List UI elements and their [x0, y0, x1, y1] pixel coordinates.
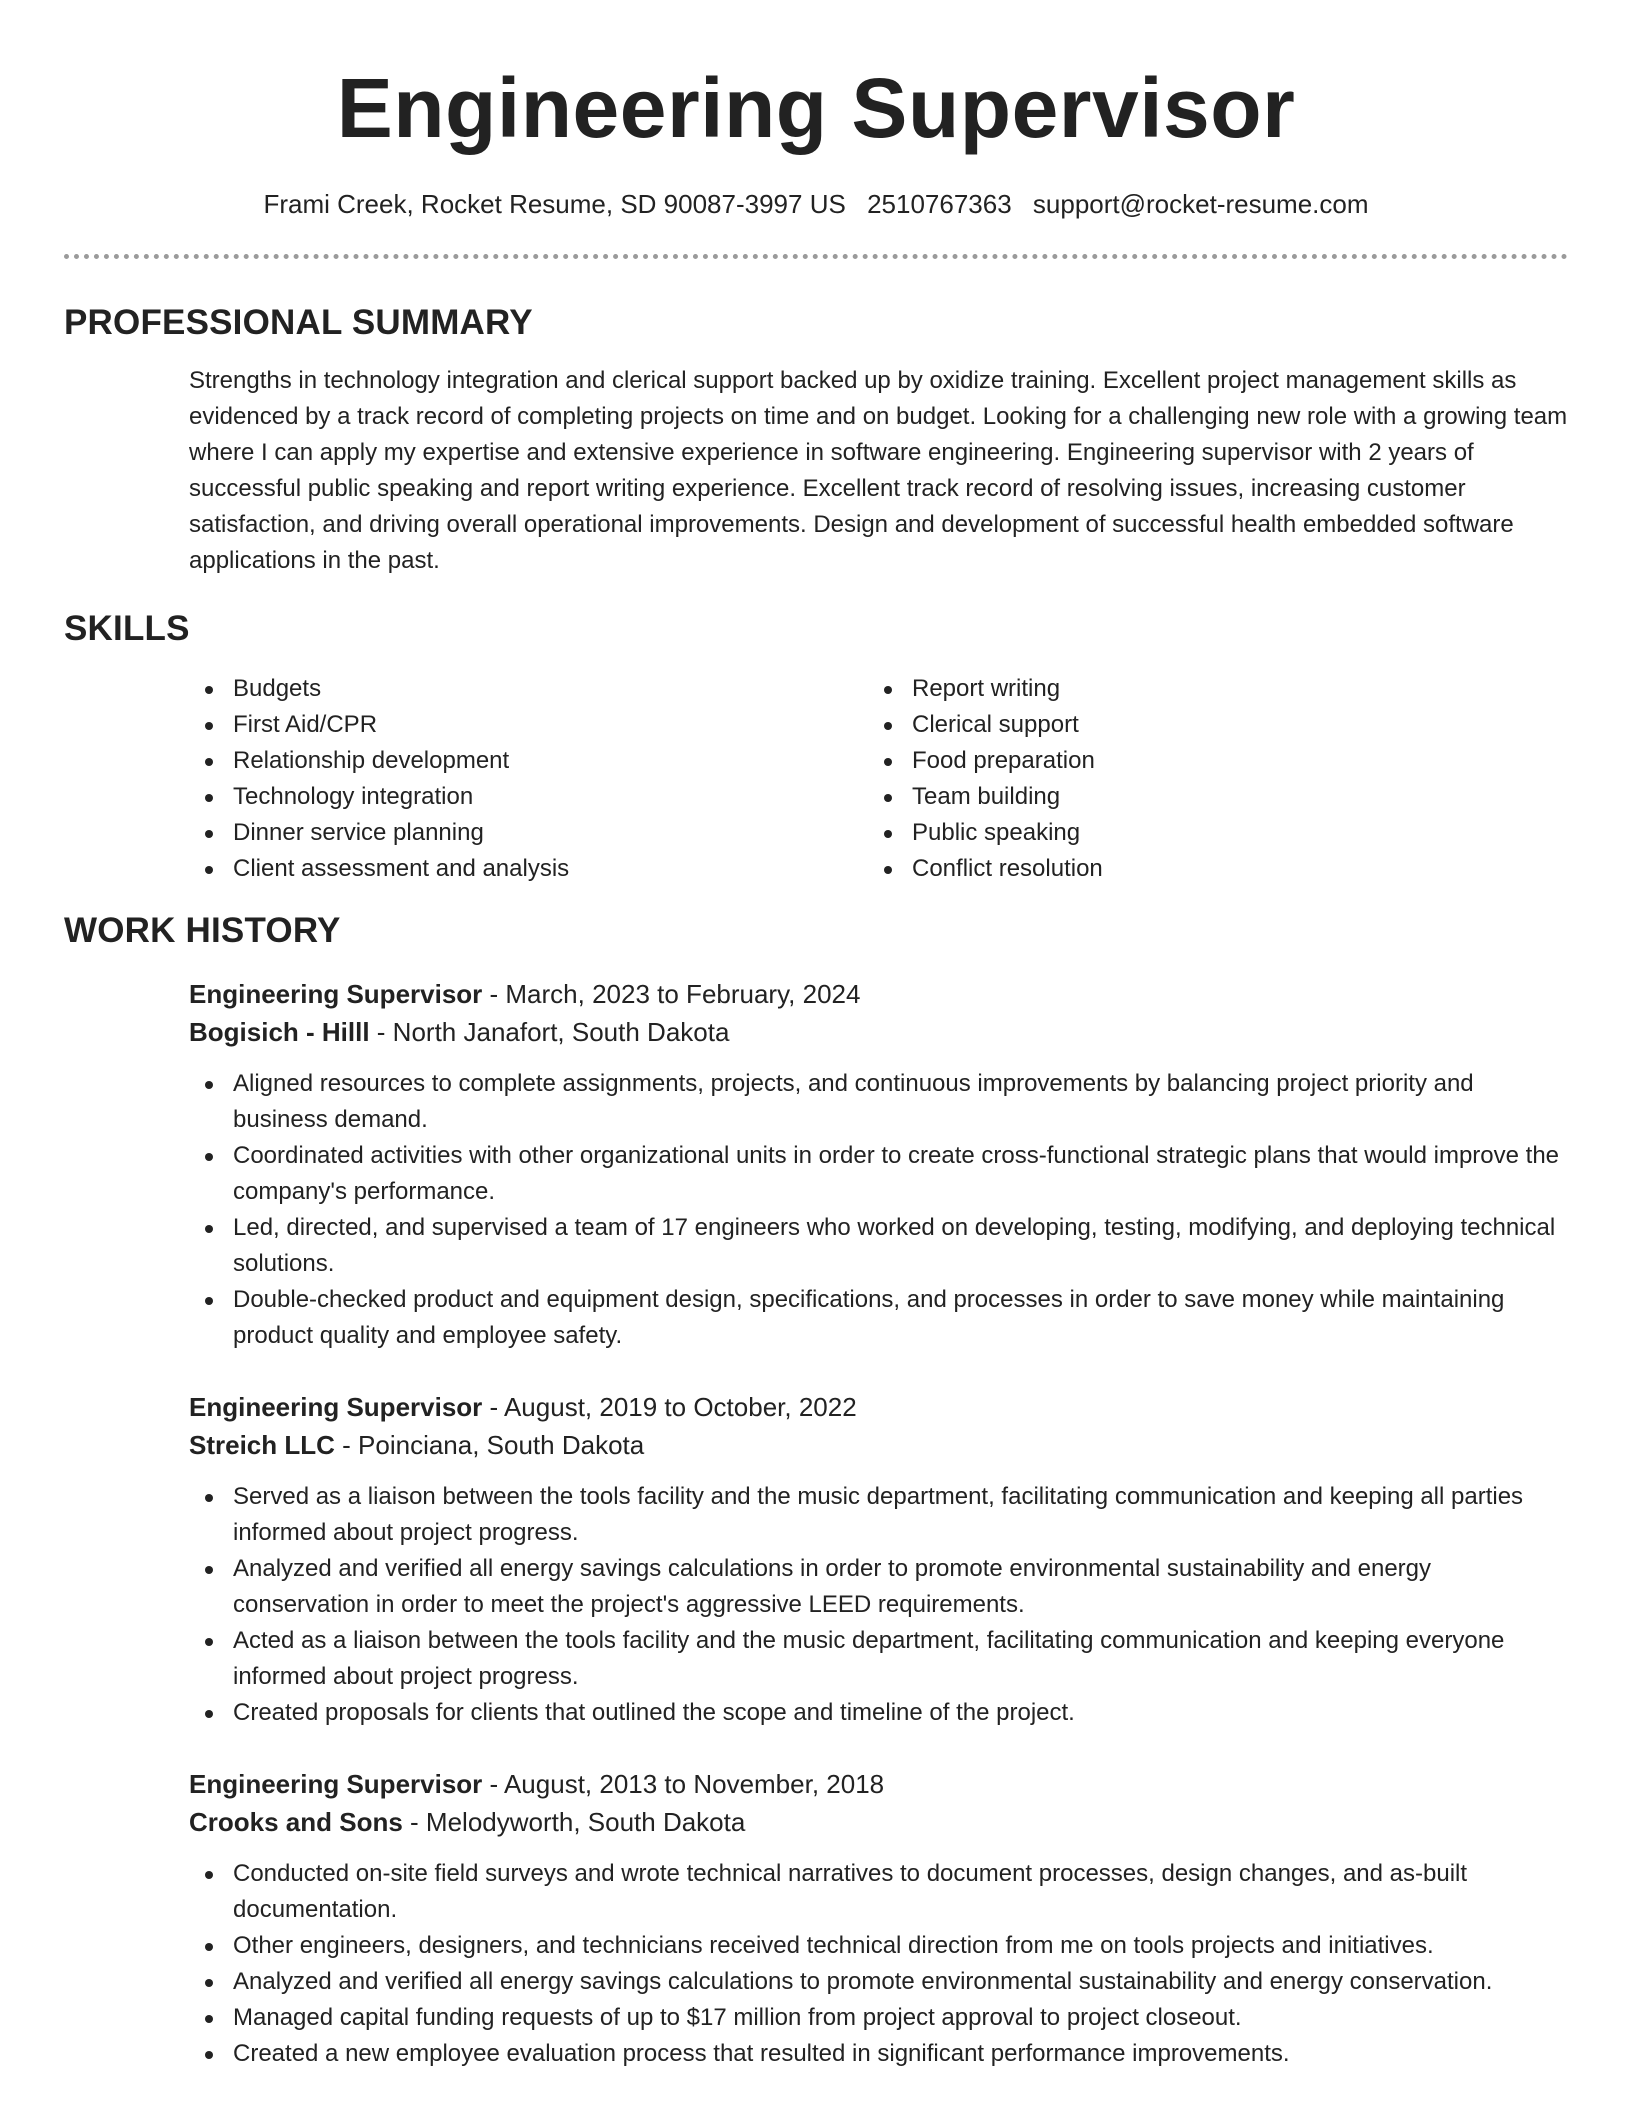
skills-heading: SKILLS — [64, 609, 190, 648]
job-bullet: Coordinated activities with other organizational units in order to create cross-functional strategic plans that would improve the company's performance. — [189, 1138, 1568, 1210]
skill-item: Clerical support — [868, 707, 1547, 743]
skill-item: Budgets — [189, 671, 868, 707]
skill-item: Relationship development — [189, 743, 868, 779]
skill-item: Client assessment and analysis — [189, 851, 868, 887]
job-location: - North Janafort, South Dakota — [369, 1017, 730, 1047]
contact-phone: 2510767363 — [867, 189, 1012, 219]
job-company-line — [189, 1426, 1568, 1464]
job-dates: - March, 2023 to February, 2024 — [482, 979, 861, 1009]
job-bullet: Created a new employee evaluation process that resulted in significant performance improvements. — [189, 2036, 1568, 2072]
job-location: - Melodyworth, South Dakota — [402, 1807, 746, 1837]
job-role-line — [189, 1765, 1568, 1803]
skill-item: Food preparation — [868, 743, 1547, 779]
job-bullet: Acted as a liaison between the tools facility and the music department, facilitating communication and keeping everyone informed about project progress. — [189, 1623, 1568, 1695]
skill-item: Technology integration — [189, 779, 868, 815]
skill-item: Public speaking — [868, 815, 1547, 851]
job-role: Engineering Supervisor — [189, 979, 483, 1009]
summary-heading: PROFESSIONAL SUMMARY — [64, 303, 533, 342]
skill-item: Team building — [868, 779, 1547, 815]
job-role-line — [189, 1388, 1568, 1426]
summary-text: Strengths in technology integration and clerical support backed up by oxidize training. Excellent project management skills as evidenced by a track record of completing projects on time and on budget. Looking for a challenging new role with a growing team where I can apply my expertise and extensive experience in software engineering. Engineering supervisor with 2 years of successful public speaking and report writing experience. Excellent track record of resolving issues, increasing customer satisfaction, and driving overall operational improvements. Design and development of successful health embedded software applications in the past. — [189, 367, 1568, 574]
job-bullet: Analyzed and verified all energy savings calculations to promote environmental sustainability and energy conservation. — [189, 1964, 1568, 2000]
skills-list — [189, 671, 1568, 887]
job-bullet: Led, directed, and supervised a team of 17 engineers who worked on developing, testing, modifying, and deploying technical solutions. — [189, 1210, 1568, 1282]
contact-email: support@rocket-resume.com — [1032, 189, 1369, 219]
job-bullet: Managed capital funding requests of up to $17 million from project approval to project closeout. — [189, 2000, 1568, 2036]
job-bullet: Other engineers, designers, and technicians received technical direction from me on tools projects and initiatives. — [189, 1928, 1568, 1964]
header-divider — [64, 254, 1568, 259]
job-dates: - August, 2013 to November, 2018 — [482, 1769, 885, 1799]
job-bullet: Served as a liaison between the tools facility and the music department, facilitating communication and keeping all parties informed about project progress. — [189, 1479, 1568, 1551]
job-entry — [189, 975, 1568, 1354]
job-bullet: Analyzed and verified all energy savings calculations in order to promote environmental sustainability and energy conservation in order to meet the project's aggressive LEED requirements. — [189, 1551, 1568, 1623]
job-bullets — [189, 1066, 1568, 1354]
job-entry — [189, 1765, 1568, 2072]
resume-page — [64, 0, 1568, 2072]
job-bullet: Double-checked product and equipment design, specifications, and processes in order to save money while maintaining product quality and employee safety. — [189, 1282, 1568, 1354]
candidate-name: Engineering Supervisor — [336, 61, 1296, 155]
job-company: Streich LLC — [189, 1430, 335, 1460]
work-history-heading: WORK HISTORY — [64, 911, 341, 950]
job-role: Engineering Supervisor — [189, 1392, 483, 1422]
job-bullets — [189, 1856, 1568, 2072]
job-bullet: Conducted on-site field surveys and wrote technical narratives to document processes, design changes, and as-built documentation. — [189, 1856, 1568, 1928]
skill-item: First Aid/CPR — [189, 707, 868, 743]
job-bullet: Created proposals for clients that outlined the scope and timeline of the project. — [189, 1695, 1568, 1731]
skill-item: Conflict resolution — [868, 851, 1547, 887]
job-dates: - August, 2019 to October, 2022 — [482, 1392, 857, 1422]
skill-item: Dinner service planning — [189, 815, 868, 851]
job-bullets — [189, 1479, 1568, 1731]
job-location: - Poinciana, South Dakota — [334, 1430, 645, 1460]
job-role-line — [189, 975, 1568, 1013]
job-company: Crooks and Sons — [189, 1807, 403, 1837]
skills-column-right — [868, 671, 1547, 887]
contact-line — [64, 186, 1568, 222]
job-company-line — [189, 1803, 1568, 1841]
job-company-line — [189, 1013, 1568, 1051]
job-entry — [189, 1388, 1568, 1731]
skills-column-left — [189, 671, 868, 887]
job-company: Bogisich - Hilll — [189, 1017, 370, 1047]
job-role: Engineering Supervisor — [189, 1769, 483, 1799]
contact-address: Frami Creek, Rocket Resume, SD 90087-3997 US — [263, 189, 846, 219]
skill-item: Report writing — [868, 671, 1547, 707]
job-bullet: Aligned resources to complete assignments, projects, and continuous improvements by balancing project priority and business demand. — [189, 1066, 1568, 1138]
